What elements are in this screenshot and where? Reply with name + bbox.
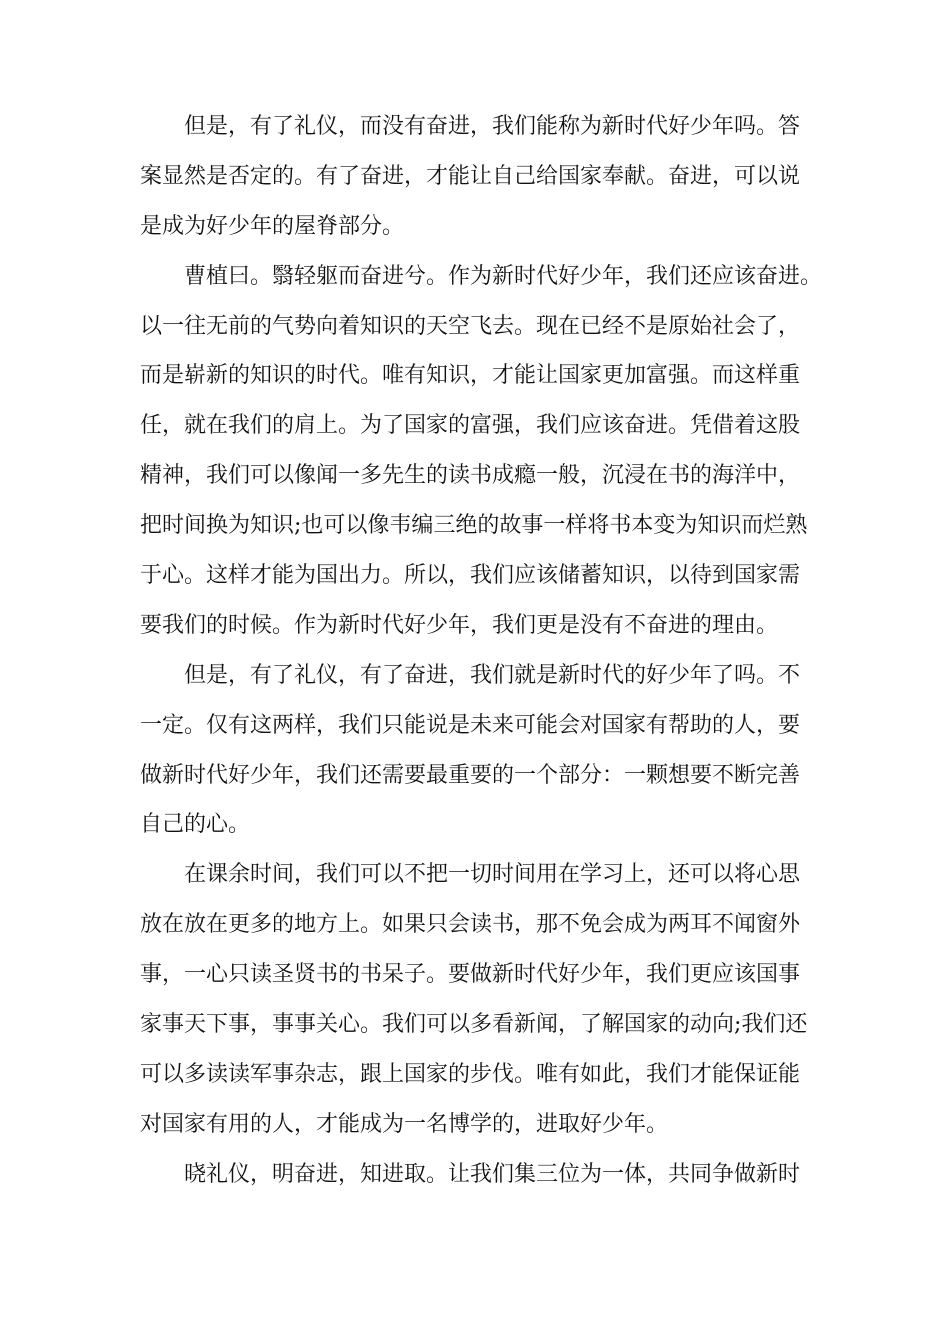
paragraph-line: 对国家有用的人，才能成为一名博学的，进取好少年。: [140, 1111, 669, 1137]
paragraph-line: 做新时代好少年，我们还需要最重要的一个部分：一颗想要不断完善: [140, 762, 801, 788]
paragraph-line: 但是，有了礼仪，有了奋进，我们就是新时代的好少年了吗。不: [184, 662, 801, 688]
paragraph-line: 精神，我们可以像闻一多先生的读书成瘾一般，沉浸在书的海洋中，: [140, 463, 801, 489]
paragraph-line: 自己的心。: [140, 812, 251, 838]
document-body: [140, 102, 830, 1200]
paragraph-line: 于心。这样才能为国出力。所以，我们应该储蓄知识，以待到国家需: [140, 563, 801, 589]
paragraph-line: 家事天下事，事事关心。我们可以多看新闻，了解国家的动向;我们还: [140, 1012, 808, 1038]
paragraph-line: 而是崭新的知识的时代。唯有知识，才能让国家更加富强。而这样重: [140, 363, 801, 389]
paragraph-line: 案显然是否定的。有了奋进，才能让自己给国家奉献。奋进，可以说: [140, 163, 801, 189]
paragraph-line: 在课余时间，我们可以不把一切时间用在学习上，还可以将心思: [184, 862, 801, 888]
paragraph-line: 可以多读读军事杂志，跟上国家的步伐。唯有如此，我们才能保证能: [140, 1061, 801, 1087]
paragraph-line: 是成为好少年的屋脊部分。: [140, 213, 405, 239]
paragraph-line: 但是，有了礼仪，而没有奋进，我们能称为新时代好少年吗。答: [184, 114, 801, 139]
paragraph-line: 任，就在我们的肩上。为了国家的富强，我们应该奋进。凭借着这股: [140, 413, 801, 439]
paragraph-line: 一定。仅有这两样，我们只能说是未来可能会对国家有帮助的人，要: [140, 712, 801, 738]
paragraph-line: 事，一心只读圣贤书的书呆子。要做新时代好少年，我们更应该国事: [140, 962, 801, 988]
paragraph-line: 晓礼仪，明奋进，知进取。让我们集三位为一体，共同争做新时: [184, 1161, 801, 1187]
paragraph-line: 把时间换为知识;也可以像韦编三绝的故事一样将书本变为知识而烂熟: [140, 513, 808, 539]
paragraph-line: 曹植曰。翳轻躯而奋进兮。作为新时代好少年，我们还应该奋进。: [184, 263, 823, 289]
paragraph-line: 以一往无前的气势向着知识的天空飞去。现在已经不是原始社会了，: [140, 313, 801, 339]
paragraph-line: 要我们的时候。作为新时代好少年，我们更是没有不奋进的理由。: [140, 612, 779, 638]
paragraph-line: 放在放在更多的地方上。如果只会读书，那不免会成为两耳不闻窗外: [140, 912, 801, 938]
